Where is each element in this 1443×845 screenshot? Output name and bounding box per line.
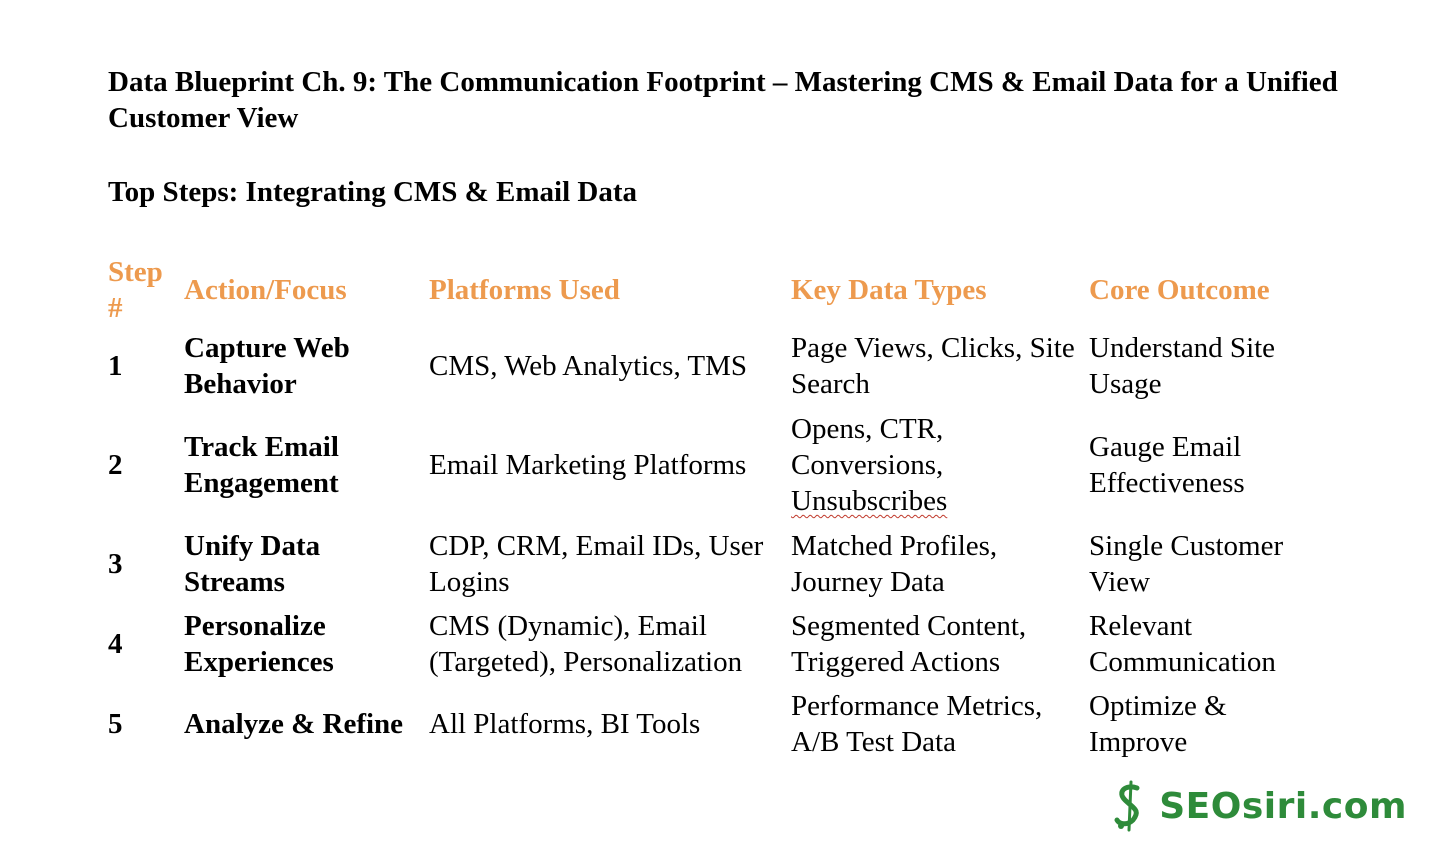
core-outcome: Relevant Communication [1089, 610, 1276, 678]
document-subtitle: Top Steps: Integrating CMS & Email Data [108, 176, 638, 208]
platforms-used: CMS (Dynamic), Email (Targeted), Personalization [429, 610, 743, 678]
header-step: Step # [108, 256, 163, 324]
table-row [104, 406, 1325, 524]
header-action: Action/Focus [184, 274, 347, 306]
step-number: 3 [108, 548, 123, 580]
step-number: 5 [108, 708, 123, 740]
header-data-types: Key Data Types [791, 274, 987, 306]
action-focus: Personalize Experiences [184, 610, 334, 678]
action-focus: Capture Web Behavior [184, 332, 350, 400]
header-platforms: Platforms Used [429, 274, 620, 306]
core-outcome: Understand Site Usage [1089, 332, 1276, 400]
table-row [104, 684, 1325, 764]
table-row [104, 326, 1325, 406]
brand-watermark [1109, 780, 1407, 832]
step-number: 4 [108, 628, 123, 660]
key-data-types [787, 406, 1085, 524]
header-outcome: Core Outcome [1089, 274, 1270, 306]
action-focus: Unify Data Streams [184, 530, 321, 598]
action-focus: Analyze & Refine [184, 708, 404, 740]
steps-table [104, 254, 1325, 764]
spellcheck-flagged-word: Unsubscribes [791, 485, 948, 517]
core-outcome: Optimize & Improve [1089, 690, 1227, 758]
platforms-used: All Platforms, BI Tools [429, 708, 701, 740]
key-data-types: Segmented Content, Triggered Actions [791, 610, 1027, 678]
table-row [104, 604, 1325, 684]
core-outcome: Gauge Email Effectiveness [1089, 431, 1245, 499]
platforms-used: Email Marketing Platforms [429, 449, 747, 481]
key-data-types: Page Views, Clicks, Site Search [791, 332, 1075, 400]
platforms-used: CDP, CRM, Email IDs, User Logins [429, 530, 764, 598]
table-row [104, 524, 1325, 604]
action-focus: Track Email Engagement [184, 431, 339, 499]
data-types-text: Opens, CTR, Conversions, [791, 413, 944, 481]
step-number: 1 [108, 350, 123, 382]
platforms-used: CMS, Web Analytics, TMS [429, 350, 748, 382]
brand-name: SEOsiri.com [1159, 785, 1407, 827]
seosiri-logo-icon [1109, 780, 1151, 832]
table-header-row [104, 254, 1325, 326]
core-outcome: Single Customer View [1089, 530, 1284, 598]
step-number: 2 [108, 449, 123, 481]
key-data-types: Matched Profiles, Journey Data [791, 530, 998, 598]
document-title: Data Blueprint Ch. 9: The Communication Footprint – Mastering CMS & Email Data for a Unified Customer View [108, 66, 1338, 134]
key-data-types: Performance Metrics, A/B Test Data [791, 690, 1043, 758]
